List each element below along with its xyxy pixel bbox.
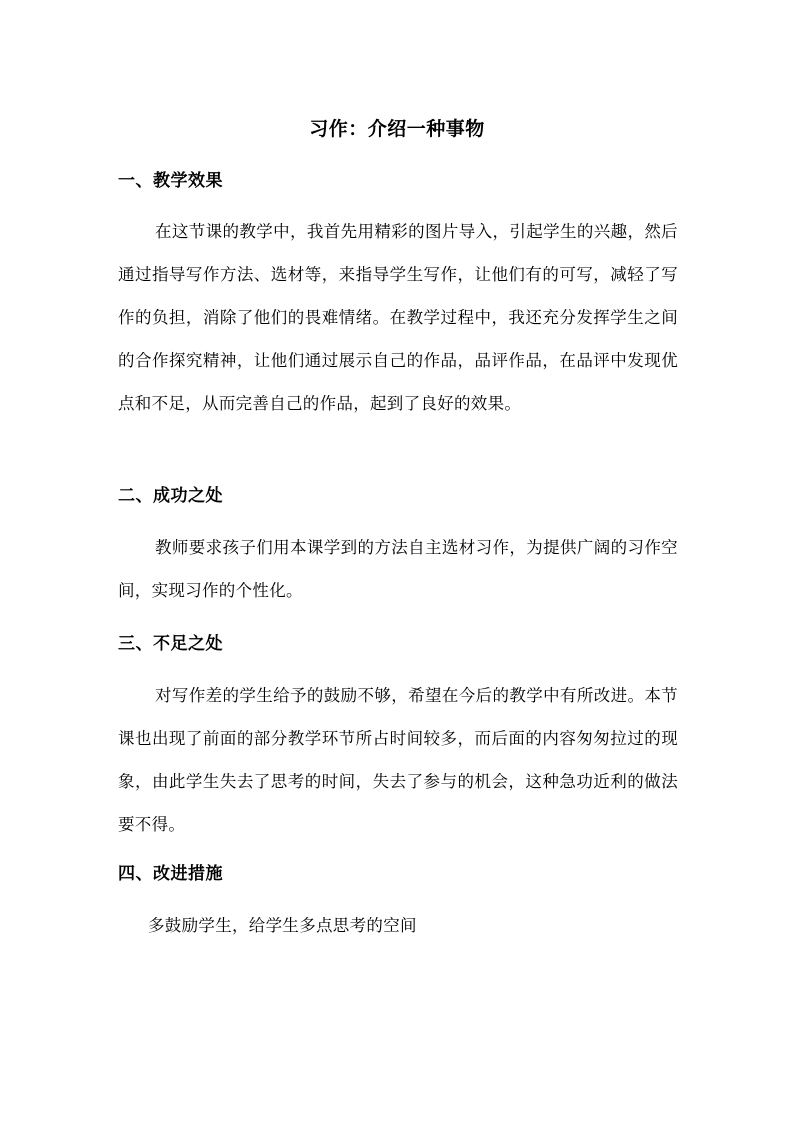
section-body-teaching-effect: 在这节课的教学中，我首先用精彩的图片导入，引起学生的兴趣，然后通过指导写作方法、选材等，来指导学生写作，让他们有的可写，减轻了写作的负担，消除了他们的畏难情绪。在教学过程中，我还充分发挥学生之间的合作探究精神，让他们通过展示自己的作品，品评作品，在品评中发现优点和不足，从而完善自己的作品，起到了良好的效果。 (118, 222, 678, 413)
section-heading-successes: 二、成功之处 (118, 486, 223, 506)
section-body-improvements: 多鼓励学生，给学生多点思考的空间 (148, 916, 417, 935)
section-body-shortcomings: 对写作差的学生给予的鼓励不够，希望在今后的教学中有所改进。本节课也出现了前面的部分教学环节所占时间较多，而后面的内容匆匆拉过的现象，由此学生失去了思考的时间，失去了参与的机会，这种急功近利的做法要不得。 (118, 686, 678, 834)
section-body-successes: 教师要求孩子们用本课学到的方法自主选材习作，为提供广阔的习作空间，实现习作的个性化。 (118, 538, 678, 600)
section-heading-teaching-effect: 一、教学效果 (118, 171, 223, 191)
section-heading-shortcomings: 三、不足之处 (118, 634, 223, 654)
document-title: 习作：介绍一种事物 (309, 118, 485, 140)
section-heading-improvements: 四、改进措施 (118, 864, 223, 884)
